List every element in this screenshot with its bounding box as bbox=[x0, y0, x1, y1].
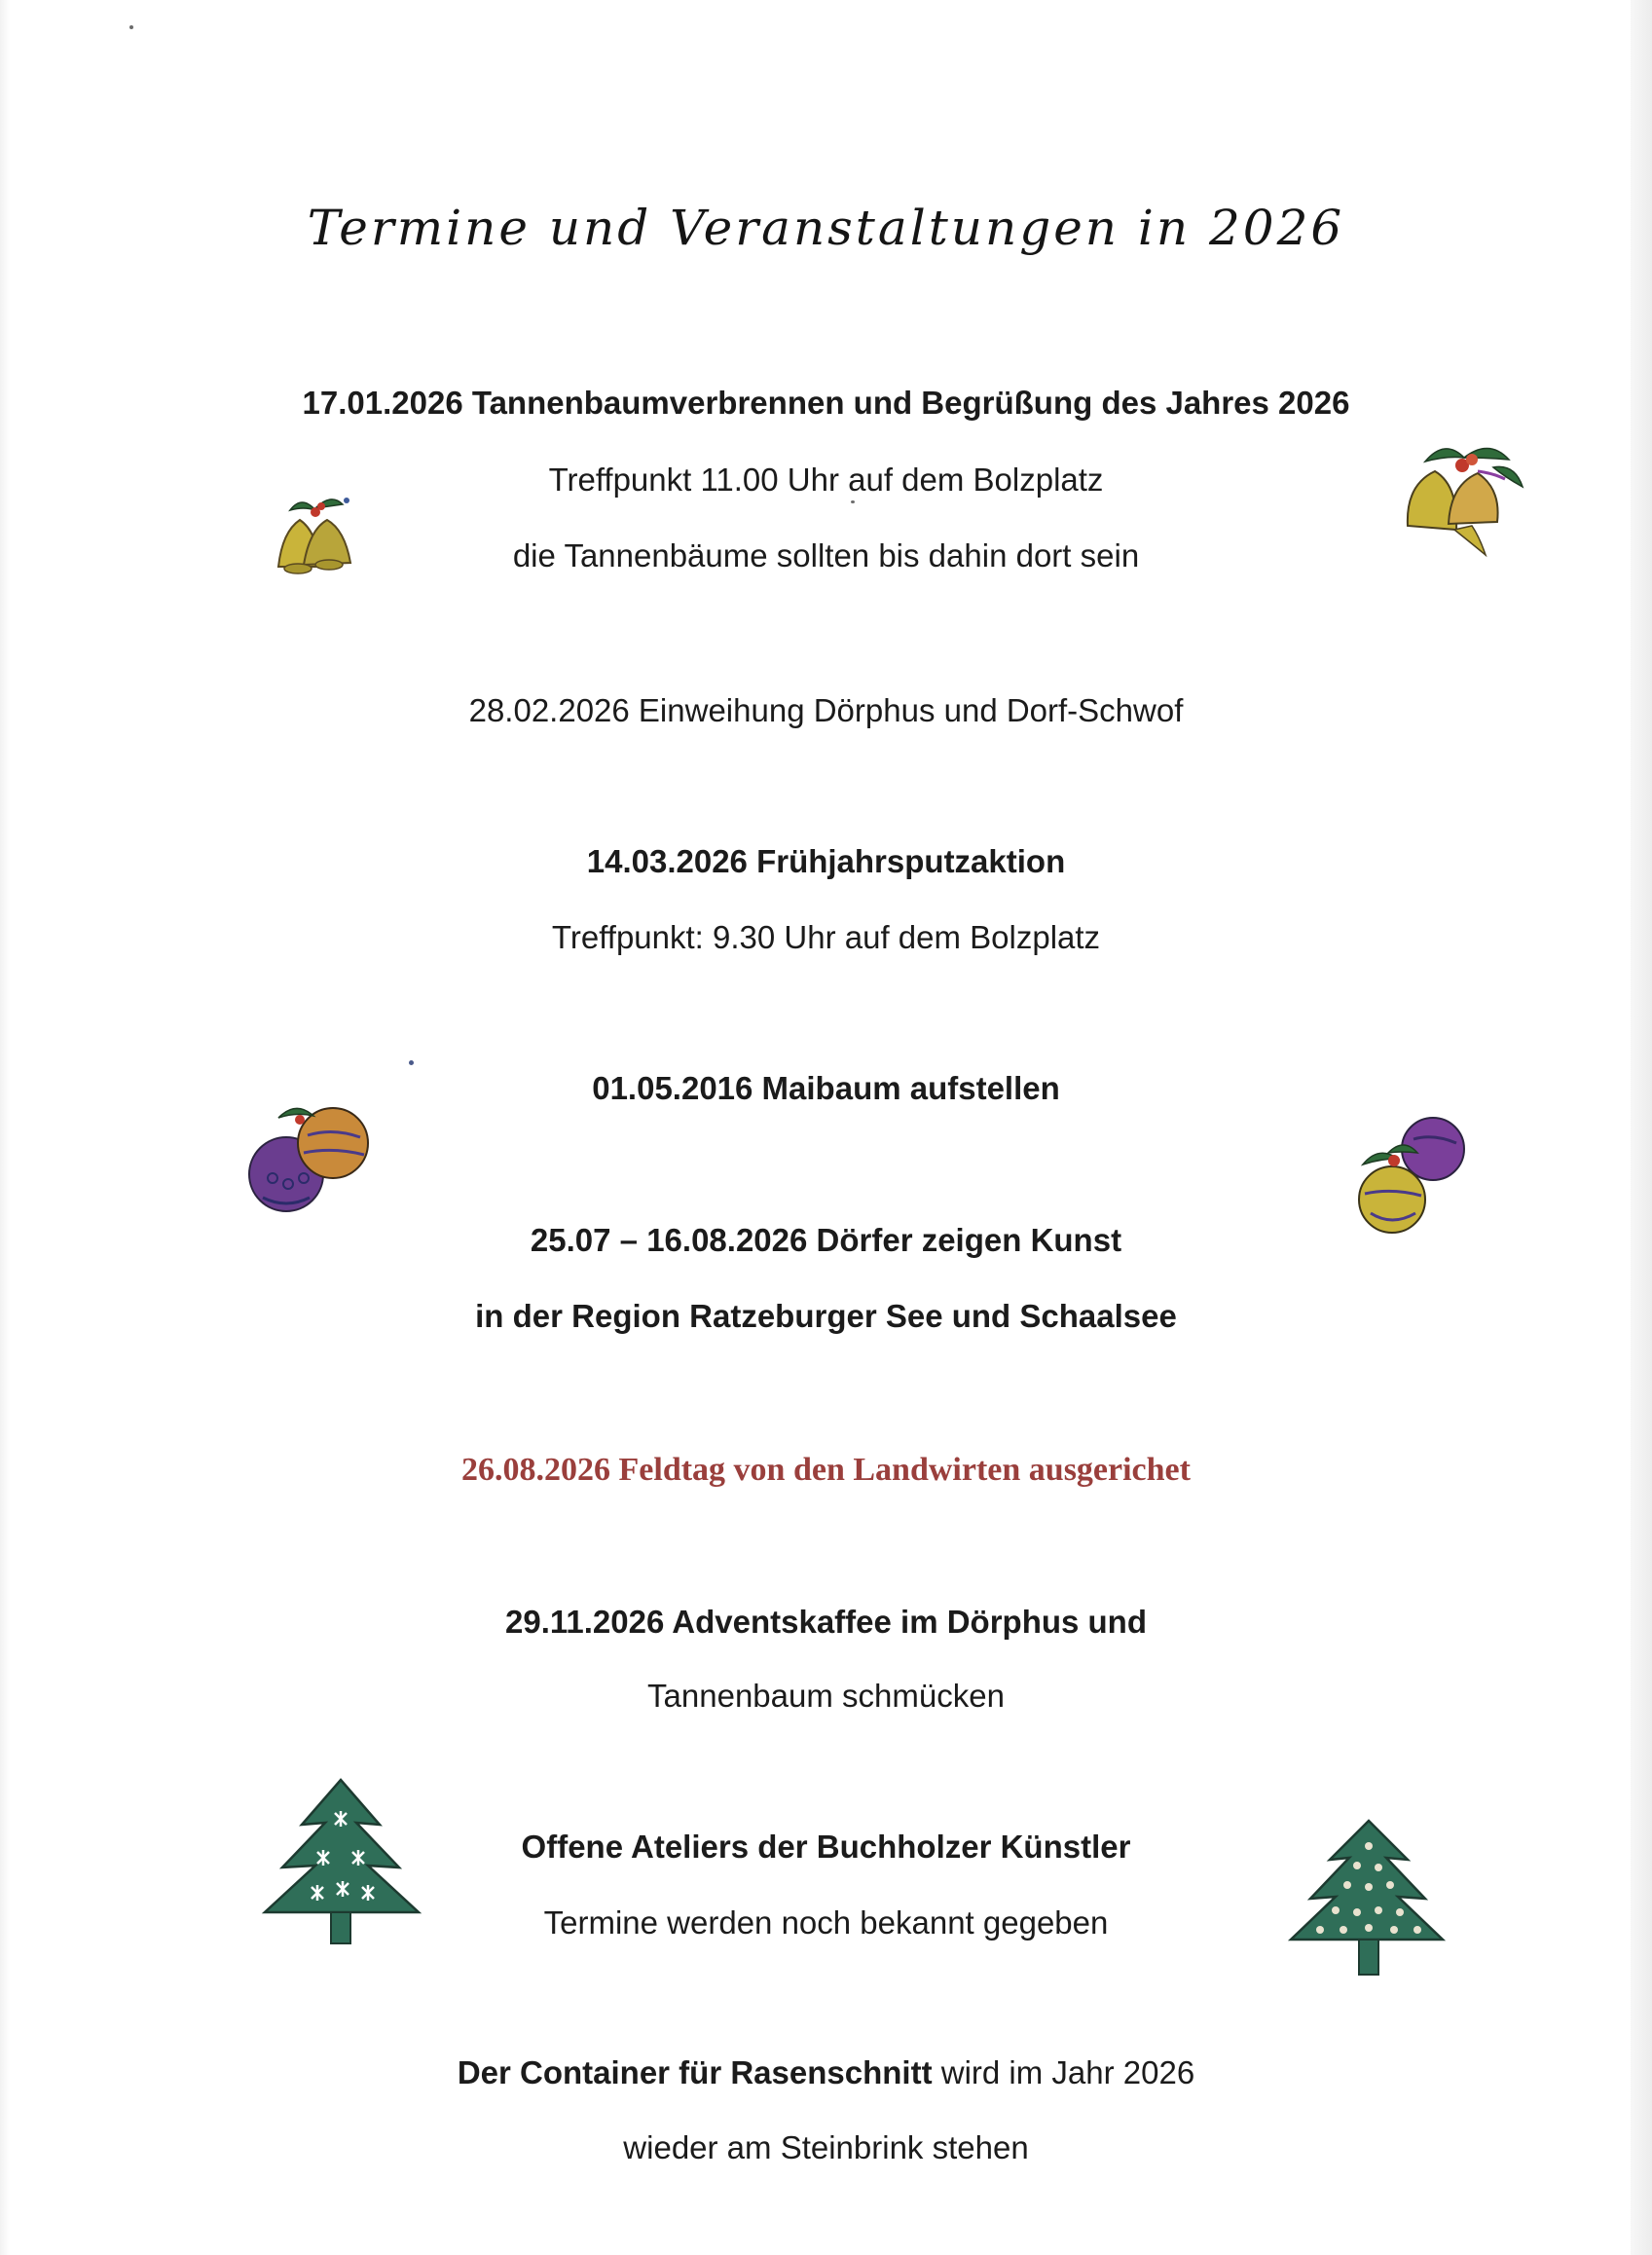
christmas-ornaments-icon bbox=[1343, 1110, 1480, 1246]
event-1-meeting-point: Treffpunkt 11.00 Uhr auf dem Bolzplatz bbox=[548, 462, 1104, 498]
event-9-heading-rest: wird im Jahr 2026 bbox=[932, 2054, 1195, 2090]
event-8-heading: Offene Ateliers der Buchholzer Künstler bbox=[521, 1829, 1131, 1865]
event-1-heading: 17.01.2026 Tannenbaumverbrennen und Begrüßung des Jahres 2026 bbox=[302, 385, 1350, 421]
event-9-heading-bold: Der Container für Rasenschnitt bbox=[457, 2054, 933, 2090]
event-3-meeting-point: Treffpunkt: 9.30 Uhr auf dem Bolzplatz bbox=[551, 919, 1101, 955]
event-1-note: die Tannenbäume sollten bis dahin dort sein bbox=[512, 537, 1140, 573]
christmas-bells-icon bbox=[1396, 428, 1532, 565]
christmas-tree-icon bbox=[1275, 1817, 1450, 1982]
scan-speck bbox=[409, 1060, 414, 1065]
event-4-heading: 01.05.2016 Maibaum aufstellen bbox=[592, 1070, 1060, 1106]
event-3-heading: 14.03.2026 Frühjahrsputzaktion bbox=[586, 843, 1066, 879]
christmas-ornaments-icon bbox=[239, 1089, 385, 1225]
page-title: Termine und Veranstaltungen in 2026 bbox=[307, 200, 1345, 256]
scan-speck bbox=[851, 500, 855, 503]
event-2-heading: 28.02.2026 Einweihung Dörphus und Dorf-Schwof bbox=[468, 692, 1184, 728]
event-6-heading: 26.08.2026 Feldtag von den Landwirten ausgerichet bbox=[461, 1452, 1191, 1488]
christmas-bells-icon bbox=[261, 481, 368, 578]
event-7-detail: Tannenbaum schmücken bbox=[647, 1678, 1005, 1714]
event-9-location: wieder am Steinbrink stehen bbox=[623, 2129, 1029, 2165]
christmas-tree-icon bbox=[253, 1774, 428, 1951]
event-9-heading bbox=[0, 2053, 1652, 2092]
scan-speck bbox=[129, 25, 133, 29]
event-7-heading: 29.11.2026 Adventskaffee im Dörphus und bbox=[504, 1604, 1148, 1640]
event-8-note: Termine werden noch bekannt gegeben bbox=[543, 1904, 1109, 1941]
event-5-region: in der Region Ratzeburger See und Schaalsee bbox=[475, 1298, 1177, 1334]
event-5-heading: 25.07 – 16.08.2026 Dörfer zeigen Kunst bbox=[530, 1222, 1122, 1258]
